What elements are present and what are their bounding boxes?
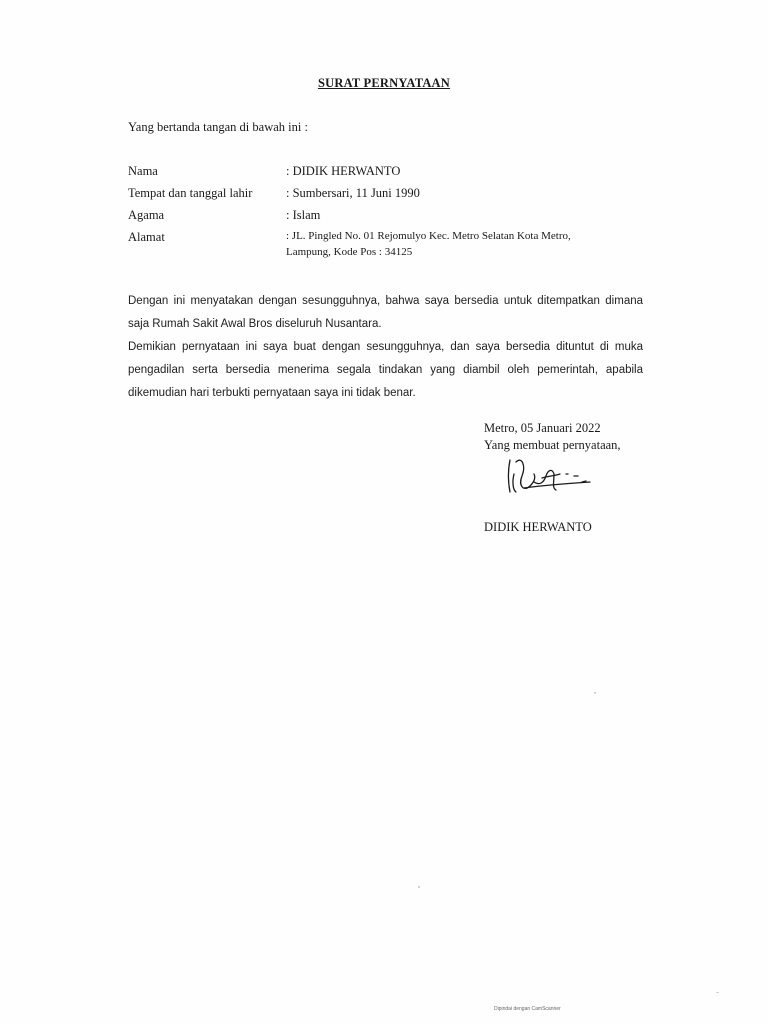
handwritten-signature [496, 452, 596, 498]
statement-paragraph: Dengan ini menyatakan dengan sesungguhnya, bahwa saya bersedia untuk ditempatkan dimana saja Rumah Sakit Awal Bros diseluruh Nusantara. [128, 295, 643, 330]
field-value: : JL. Pingled No. 01 Rejomulyo Kec. Metro Selatan Kota Metro, Lampung, Kode Pos : 34125 [286, 230, 571, 258]
field-label: Agama [128, 208, 165, 222]
field-label: Nama [128, 164, 158, 178]
maker-label: Yang membuat pernyataan, [484, 438, 621, 452]
field-label: Tempat dan tanggal lahir [128, 186, 253, 200]
scan-speck [594, 692, 596, 694]
statement-body [128, 290, 643, 405]
field-value: : Sumbersari, 11 Juni 1990 [286, 186, 420, 200]
field-row-address [128, 230, 648, 260]
statement-paragraph: Demikian pernyataan ini saya buat dengan sesungguhnya, dan saya bersedia dituntut di muka pengadilan serta bersedia menerima segala tindakan yang diambil oleh pemerintah, apabila dikemudian hari terbukti pernyataan saya ini tidak benar. [128, 341, 643, 399]
scan-speck [418, 886, 420, 888]
intro-text: Yang bertanda tangan di bawah ini : [128, 120, 308, 134]
signer-name: DIDIK HERWANTO [484, 520, 592, 534]
field-label: Alamat [128, 230, 165, 244]
scan-speck [716, 992, 719, 993]
field-value: : Islam [286, 208, 321, 222]
field-row-name [128, 164, 648, 178]
place-date: Metro, 05 Januari 2022 [484, 421, 601, 435]
closing-block [484, 420, 621, 454]
document-title: SURAT PERNYATAAN [317, 76, 451, 90]
field-row-birth [128, 186, 648, 200]
field-row-religion [128, 208, 648, 222]
scanner-watermark: Dipindai dengan CamScanner [494, 1006, 561, 1012]
identity-fields [128, 164, 648, 268]
field-value: : DIDIK HERWANTO [286, 164, 401, 178]
